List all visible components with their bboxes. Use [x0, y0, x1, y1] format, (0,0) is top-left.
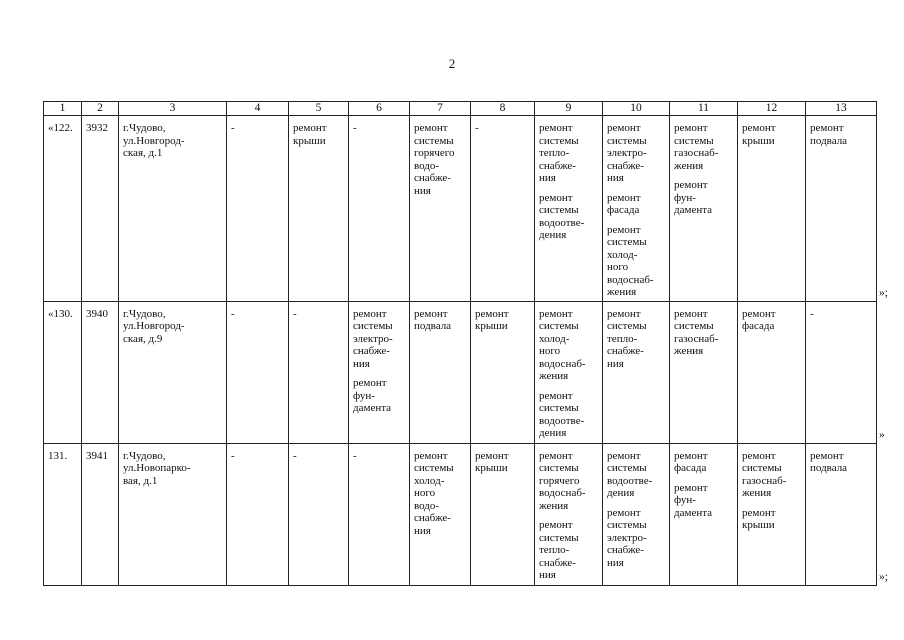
- column-header-11: 11: [670, 102, 738, 116]
- work-cell-col-10: [603, 301, 670, 443]
- row-number: «130.: [44, 301, 82, 443]
- empty-dash: -: [231, 307, 235, 320]
- work-cell-col-6: [349, 301, 410, 443]
- work-cell-col-5: [289, 116, 349, 302]
- work-cell-col-12: [738, 116, 806, 302]
- table-row: [44, 116, 877, 302]
- work-cell-col-13: [806, 443, 877, 585]
- work-entry: ремонт системы электро- снабже- ния: [607, 506, 647, 569]
- empty-dash: -: [475, 122, 479, 134]
- work-cell-col-10: [603, 116, 670, 302]
- work-entry: ремонт системы холод- ного водоснаб- жения: [539, 307, 586, 382]
- work-entry: ремонт подвала: [810, 449, 848, 474]
- work-cell-col-13: [806, 116, 877, 302]
- building-address: г.Чудово, ул.Новопарко- вая, д.1: [119, 443, 227, 585]
- work-cell-col-8: [471, 116, 535, 302]
- building-address: г.Чудово, ул.Новгород- ская, д.9: [119, 301, 227, 443]
- column-header-7: 7: [410, 102, 471, 116]
- work-entry: ремонт фун- дамента: [674, 481, 713, 519]
- work-entry: ремонт системы горячего водоснаб- жения: [539, 449, 586, 512]
- row-number: 131.: [44, 443, 82, 585]
- work-entry: ремонт крыши: [742, 122, 776, 147]
- work-cell-col-9: [535, 443, 603, 585]
- empty-dash: -: [231, 449, 235, 462]
- work-entry: ремонт подвала: [414, 307, 452, 332]
- work-cell-col-7: [410, 116, 471, 302]
- work-entry: ремонт системы водоотве- дения: [539, 191, 585, 241]
- work-entry: ремонт фун- дамента: [353, 377, 392, 414]
- work-cell-col-10: [603, 443, 670, 585]
- work-entry: ремонт системы водоотве- дения: [539, 389, 585, 439]
- work-entry: ремонт фасада: [742, 307, 776, 332]
- work-cell-col-13: [806, 301, 877, 443]
- work-cell-col-8: [471, 443, 535, 585]
- work-cell-col-12: [738, 443, 806, 585]
- work-cell-col-4: [227, 301, 289, 443]
- column-header-10: 10: [603, 102, 670, 116]
- column-header-3: 3: [119, 102, 227, 116]
- work-entry: ремонт системы холод- ного водо- снабже- ния: [414, 449, 454, 537]
- work-cell-col-11: [670, 301, 738, 443]
- work-cell-col-11: [670, 116, 738, 302]
- work-entry: ремонт системы водоотве- дения: [607, 449, 653, 499]
- work-entry: ремонт системы газоснаб- жения: [674, 122, 719, 172]
- row-end-mark: »: [879, 429, 885, 441]
- work-cell-col-4: [227, 116, 289, 302]
- column-header-13: 13: [806, 102, 877, 116]
- work-entry: ремонт системы тепло- снабже- ния: [539, 122, 579, 184]
- column-header-6: 6: [349, 102, 410, 116]
- empty-dash: -: [353, 122, 357, 134]
- empty-dash: -: [810, 307, 814, 320]
- work-cell-col-6: [349, 116, 410, 302]
- work-entry: ремонт крыши: [475, 449, 509, 474]
- work-entry: ремонт крыши: [475, 307, 509, 332]
- column-header-5: 5: [289, 102, 349, 116]
- work-cell-col-5: [289, 443, 349, 585]
- work-cell-col-12: [738, 301, 806, 443]
- building-address: г.Чудово, ул.Новгород- ская, д.1: [119, 116, 227, 302]
- empty-dash: -: [231, 122, 235, 134]
- work-entry: ремонт системы газоснаб- жения: [674, 307, 719, 357]
- work-entry: ремонт системы электро- снабже- ния: [353, 307, 393, 370]
- building-id: 3941: [82, 443, 119, 585]
- column-header-2: 2: [82, 102, 119, 116]
- work-cell-col-7: [410, 301, 471, 443]
- empty-dash: -: [293, 307, 297, 320]
- building-id: 3940: [82, 301, 119, 443]
- work-cell-col-9: [535, 301, 603, 443]
- work-entry: ремонт крыши: [293, 122, 327, 147]
- work-entry: ремонт системы тепло- снабже- ния: [539, 519, 579, 581]
- row-number: «122.: [44, 116, 82, 302]
- table-row: [44, 301, 877, 443]
- work-entry: ремонт системы газоснаб- жения: [742, 449, 787, 499]
- column-header-8: 8: [471, 102, 535, 116]
- page-number: 2: [448, 56, 456, 71]
- work-entry: ремонт фасада: [607, 191, 641, 216]
- column-header-4: 4: [227, 102, 289, 116]
- empty-dash: -: [353, 449, 357, 462]
- work-cell-col-5: [289, 301, 349, 443]
- work-entry: ремонт системы горячего водо- снабже- ния: [414, 122, 455, 197]
- header-row: [44, 102, 877, 116]
- work-cell-col-11: [670, 443, 738, 585]
- work-entry: ремонт фун- дамента: [674, 179, 713, 216]
- work-cell-col-6: [349, 443, 410, 585]
- row-end-mark: »;: [879, 571, 888, 583]
- work-entry: ремонт системы холод- ного водоснаб- жения: [607, 223, 654, 298]
- building-id: 3932: [82, 116, 119, 302]
- work-cell-col-8: [471, 301, 535, 443]
- row-end-mark: »;: [879, 287, 888, 299]
- column-header-1: 1: [44, 102, 82, 116]
- work-entry: ремонт системы тепло- снабже- ния: [607, 307, 647, 370]
- work-cell-col-7: [410, 443, 471, 585]
- work-entry: ремонт подвала: [810, 122, 848, 147]
- column-header-9: 9: [535, 102, 603, 116]
- work-cell-col-9: [535, 116, 603, 302]
- table-row: [44, 443, 877, 585]
- repair-schedule-table: [43, 101, 877, 586]
- work-cell-col-4: [227, 443, 289, 585]
- work-entry: ремонт крыши: [742, 506, 776, 531]
- work-entry: ремонт фасада: [674, 449, 708, 474]
- work-entry: ремонт системы электро- снабже- ния: [607, 122, 647, 184]
- empty-dash: -: [293, 449, 297, 462]
- column-header-12: 12: [738, 102, 806, 116]
